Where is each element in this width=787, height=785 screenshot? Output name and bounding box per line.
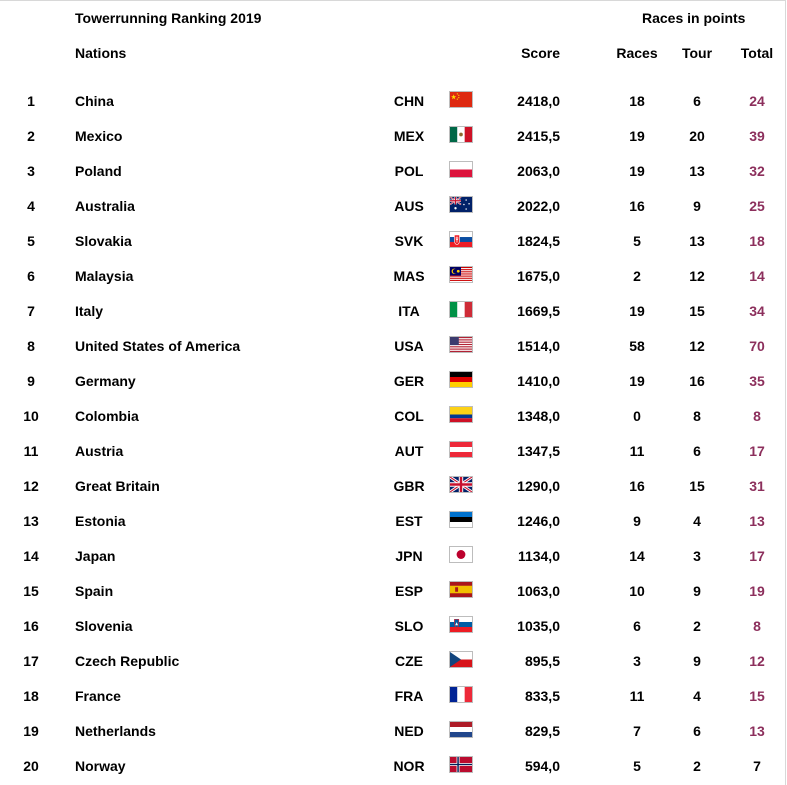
score-cell: 1347,5: [517, 443, 560, 459]
estonia-flag-icon: [449, 511, 473, 528]
rank-cell: 4: [27, 198, 35, 214]
tour-cell: 8: [693, 408, 701, 424]
races-cell: 11: [629, 688, 645, 704]
tour-cell: 6: [693, 93, 701, 109]
table-row: [0, 442, 787, 462]
australia-flag-icon: [449, 196, 473, 213]
tour-cell: 12: [689, 268, 705, 284]
races-cell: 14: [629, 548, 645, 564]
total-cell: 39: [749, 128, 765, 144]
tour-cell: 13: [689, 233, 705, 249]
total-cell: 15: [749, 688, 765, 704]
tour-cell: 4: [693, 688, 701, 704]
total-cell: 13: [749, 723, 765, 739]
score-cell: 1246,0: [517, 513, 560, 529]
colombia-flag-icon: [449, 406, 473, 423]
header-races: Races: [616, 45, 658, 61]
nation-name: Colombia: [75, 408, 139, 424]
nation-name: Malaysia: [75, 268, 134, 284]
nation-name: Great Britain: [75, 478, 160, 494]
table-row: [0, 337, 787, 357]
total-cell: 24: [749, 93, 765, 109]
nation-name: France: [75, 688, 121, 704]
races-cell: 19: [629, 163, 645, 179]
rank-cell: 10: [23, 408, 39, 424]
uk-flag-icon: [449, 476, 473, 493]
table-row: [0, 162, 787, 182]
country-code: FRA: [394, 688, 424, 704]
table-row: [0, 652, 787, 672]
rank-cell: 16: [23, 618, 39, 634]
races-cell: 19: [629, 373, 645, 389]
nation-name: Estonia: [75, 513, 126, 529]
header-score: Score: [521, 45, 560, 61]
nation-name: United States of America: [75, 338, 241, 354]
country-code: AUT: [394, 443, 424, 459]
tour-cell: 15: [689, 478, 705, 494]
score-cell: 1675,0: [517, 268, 560, 284]
country-code: NOR: [393, 758, 425, 774]
tour-cell: 4: [693, 513, 701, 529]
tour-cell: 12: [689, 338, 705, 354]
nation-name: Spain: [75, 583, 114, 599]
rank-cell: 1: [27, 93, 35, 109]
rank-cell: 18: [23, 688, 39, 704]
tour-cell: 2: [693, 758, 701, 774]
country-code: COL: [394, 408, 424, 424]
table-row: [0, 407, 787, 427]
score-cell: 1035,0: [517, 618, 560, 634]
tour-cell: 2: [693, 618, 701, 634]
austria-flag-icon: [449, 441, 473, 458]
page-title: Towerrunning Ranking 2019: [75, 10, 262, 26]
score-cell: 1410,0: [517, 373, 560, 389]
rank-cell: 12: [23, 478, 39, 494]
races-cell: 5: [633, 233, 641, 249]
total-cell: 32: [749, 163, 765, 179]
total-cell: 7: [753, 758, 761, 774]
races-cell: 10: [629, 583, 645, 599]
table-row: [0, 722, 787, 742]
total-cell: 34: [749, 303, 765, 319]
table-row: [0, 477, 787, 497]
total-cell: 18: [749, 233, 765, 249]
rank-cell: 3: [27, 163, 35, 179]
netherlands-flag-icon: [449, 721, 473, 738]
rank-cell: 6: [27, 268, 35, 284]
header-nations: Nations: [75, 45, 127, 61]
norway-flag-icon: [449, 756, 473, 773]
group-header-races-in-points: Races in points: [642, 10, 746, 26]
score-cell: 1348,0: [517, 408, 560, 424]
country-code: MEX: [393, 128, 425, 144]
score-cell: 1063,0: [517, 583, 560, 599]
table-row: [0, 547, 787, 567]
nation-name: Australia: [75, 198, 135, 214]
nation-name: Poland: [75, 163, 122, 179]
country-code: SLO: [394, 618, 424, 634]
table-row: [0, 617, 787, 637]
header-tour: Tour: [681, 45, 713, 61]
country-code: EST: [395, 513, 423, 529]
tour-cell: 20: [689, 128, 705, 144]
score-cell: 833,5: [524, 688, 560, 704]
table-row: [0, 302, 787, 322]
score-cell: 594,0: [524, 758, 560, 774]
total-cell: 25: [749, 198, 765, 214]
country-code: USA: [394, 338, 424, 354]
races-cell: 5: [633, 758, 641, 774]
nation-name: Slovenia: [75, 618, 133, 634]
rank-cell: 5: [27, 233, 35, 249]
country-code: AUS: [394, 198, 424, 214]
table-row: [0, 92, 787, 112]
slovakia-flag-icon: [449, 231, 473, 248]
total-cell: 17: [749, 548, 765, 564]
table-row: [0, 582, 787, 602]
table-row: [0, 372, 787, 392]
races-cell: 16: [629, 478, 645, 494]
total-cell: 70: [749, 338, 765, 354]
rank-cell: 2: [27, 128, 35, 144]
table-row: [0, 267, 787, 287]
races-cell: 58: [629, 338, 645, 354]
tour-cell: 3: [693, 548, 701, 564]
races-cell: 0: [633, 408, 641, 424]
races-cell: 16: [629, 198, 645, 214]
score-cell: 2418,0: [517, 93, 560, 109]
score-cell: 2022,0: [517, 198, 560, 214]
slovenia-flag-icon: [449, 616, 473, 633]
score-cell: 829,5: [524, 723, 560, 739]
tour-cell: 16: [689, 373, 705, 389]
nation-name: Germany: [75, 373, 136, 389]
tour-cell: 15: [689, 303, 705, 319]
nation-name: Japan: [75, 548, 116, 564]
header-total: Total: [740, 45, 774, 61]
table-row: [0, 197, 787, 217]
spain-flag-icon: [449, 581, 473, 598]
germany-flag-icon: [449, 371, 473, 388]
tour-cell: 9: [693, 653, 701, 669]
races-cell: 18: [629, 93, 645, 109]
score-cell: 2415,5: [517, 128, 560, 144]
china-flag-icon: [449, 91, 473, 108]
total-cell: 12: [749, 653, 765, 669]
table-row: [0, 687, 787, 707]
rank-cell: 11: [23, 443, 39, 459]
country-code: JPN: [395, 548, 423, 564]
usa-flag-icon: [449, 336, 473, 353]
tour-cell: 6: [693, 723, 701, 739]
rank-cell: 14: [23, 548, 39, 564]
italy-flag-icon: [449, 301, 473, 318]
table-row: [0, 127, 787, 147]
score-cell: 1669,5: [517, 303, 560, 319]
races-cell: 7: [633, 723, 641, 739]
score-cell: 1824,5: [517, 233, 560, 249]
nation-name: Netherlands: [75, 723, 156, 739]
country-code: CHN: [393, 93, 425, 109]
nation-name: Norway: [75, 758, 126, 774]
races-cell: 6: [633, 618, 641, 634]
races-cell: 19: [629, 128, 645, 144]
total-cell: 31: [749, 478, 765, 494]
table-row: [0, 512, 787, 532]
nation-name: Mexico: [75, 128, 123, 144]
country-code: NED: [394, 723, 424, 739]
total-cell: 8: [753, 408, 761, 424]
country-code: CZE: [395, 653, 423, 669]
nation-name: China: [75, 93, 114, 109]
france-flag-icon: [449, 686, 473, 703]
total-cell: 17: [749, 443, 765, 459]
country-code: ESP: [394, 583, 423, 599]
czech-flag-icon: [449, 651, 473, 668]
japan-flag-icon: [449, 546, 473, 563]
score-cell: 1290,0: [517, 478, 560, 494]
frame-top-border: [0, 0, 785, 1]
rank-cell: 20: [23, 758, 39, 774]
table-row: [0, 232, 787, 252]
score-cell: 1514,0: [517, 338, 560, 354]
rank-cell: 17: [23, 653, 39, 669]
score-cell: 895,5: [524, 653, 560, 669]
country-code: GBR: [393, 478, 425, 494]
rank-cell: 8: [27, 338, 35, 354]
tour-cell: 13: [689, 163, 705, 179]
races-cell: 9: [633, 513, 641, 529]
rank-cell: 9: [27, 373, 35, 389]
country-code: GER: [393, 373, 425, 389]
country-code: POL: [394, 163, 424, 179]
nation-name: Italy: [75, 303, 104, 319]
races-cell: 11: [629, 443, 645, 459]
nation-name: Slovakia: [75, 233, 132, 249]
races-cell: 3: [633, 653, 641, 669]
mexico-flag-icon: [449, 126, 473, 143]
total-cell: 13: [749, 513, 765, 529]
total-cell: 35: [749, 373, 765, 389]
country-code: ITA: [398, 303, 420, 319]
races-cell: 2: [633, 268, 641, 284]
rank-cell: 19: [23, 723, 39, 739]
score-cell: 1134,0: [517, 548, 560, 564]
country-code: SVK: [394, 233, 424, 249]
total-cell: 19: [749, 583, 765, 599]
malaysia-flag-icon: [449, 266, 473, 283]
races-cell: 19: [629, 303, 645, 319]
tour-cell: 6: [693, 443, 701, 459]
tour-cell: 9: [693, 583, 701, 599]
rank-cell: 7: [27, 303, 35, 319]
total-cell: 8: [753, 618, 761, 634]
tour-cell: 9: [693, 198, 701, 214]
total-cell: 14: [749, 268, 765, 284]
poland-flag-icon: [449, 161, 473, 178]
rank-cell: 15: [23, 583, 39, 599]
table-row: [0, 757, 787, 777]
country-code: MAS: [393, 268, 425, 284]
nation-name: Austria: [75, 443, 124, 459]
score-cell: 2063,0: [517, 163, 560, 179]
nation-name: Czech Republic: [75, 653, 180, 669]
rank-cell: 13: [23, 513, 39, 529]
